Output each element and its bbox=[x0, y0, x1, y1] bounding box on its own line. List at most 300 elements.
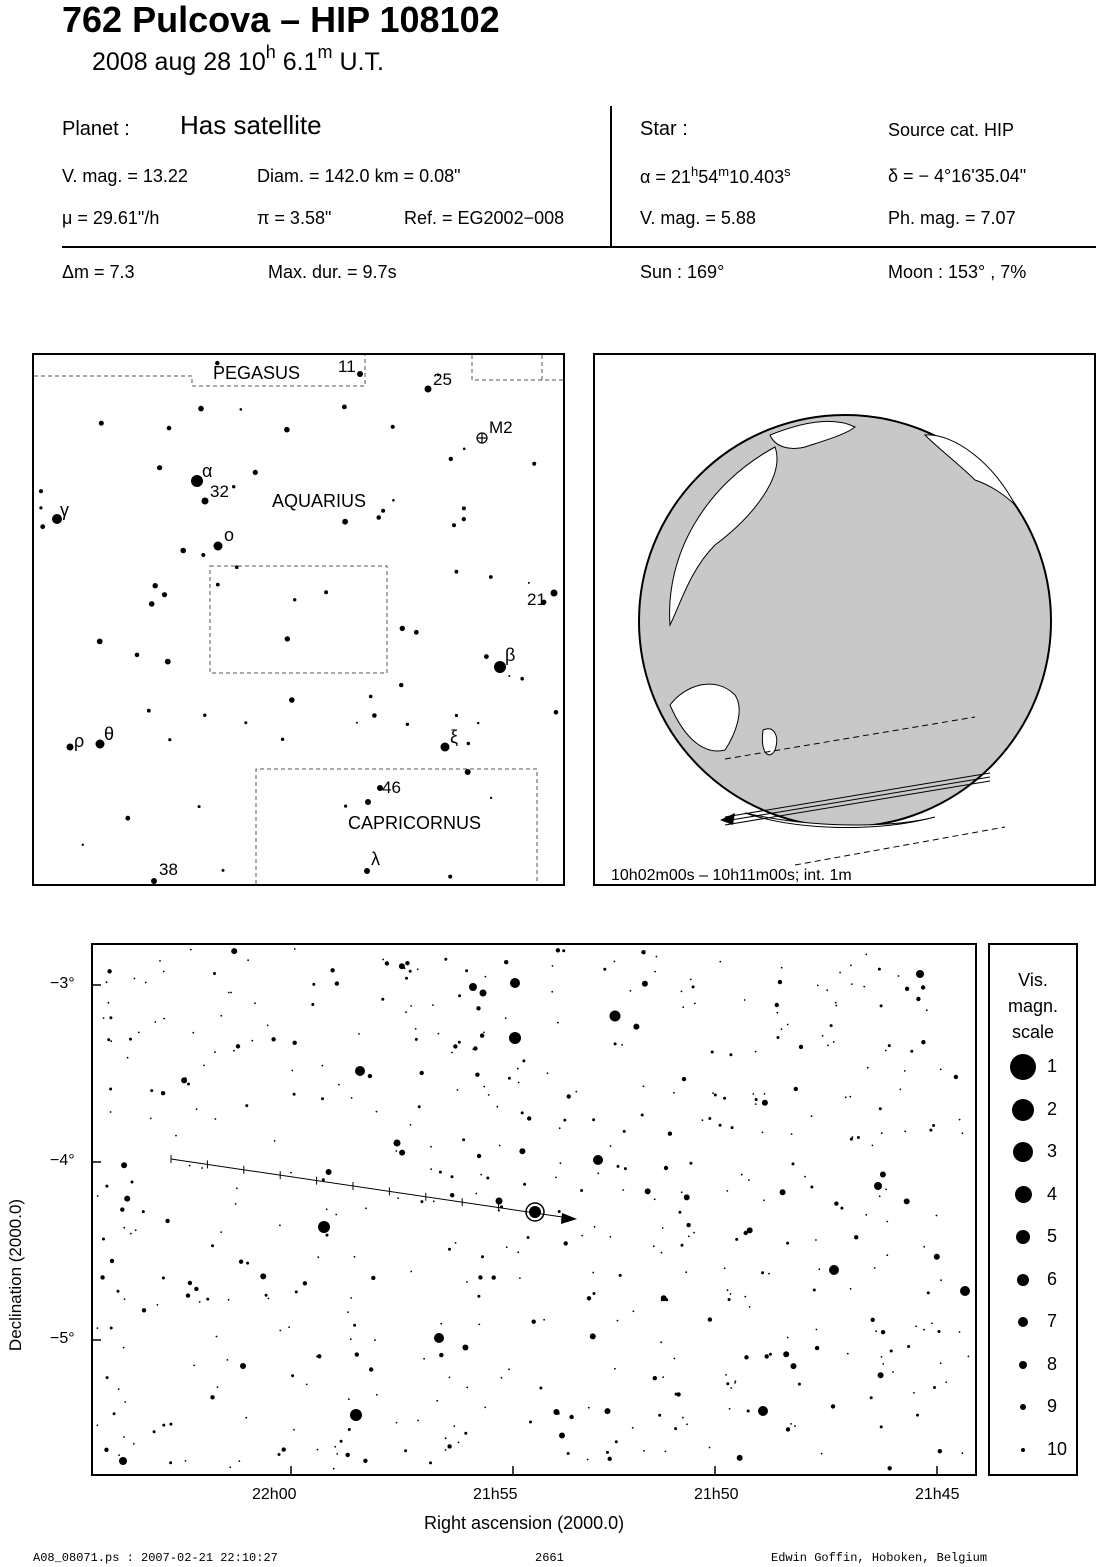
chart-star bbox=[385, 961, 389, 965]
planet-vmag: V. mag. = 13.22 bbox=[62, 166, 188, 186]
chart-star bbox=[923, 1246, 925, 1248]
chart-star bbox=[813, 1289, 816, 1292]
chart-star bbox=[662, 1376, 664, 1378]
chart-star bbox=[353, 1324, 356, 1327]
chart-star bbox=[216, 1336, 218, 1338]
legend-label-mag-8: 8 bbox=[1047, 1353, 1058, 1374]
chart-star bbox=[445, 1449, 447, 1451]
chart-star bbox=[658, 1414, 661, 1417]
chart-star bbox=[108, 1002, 110, 1004]
chart-star bbox=[326, 1234, 329, 1237]
chart-star bbox=[755, 1098, 758, 1101]
finder-star bbox=[168, 738, 171, 741]
chart-star bbox=[477, 1154, 481, 1158]
star-label-gamma: γ bbox=[60, 500, 69, 520]
constellation-capricornus: CAPRICORNUS bbox=[348, 813, 482, 833]
chart-star bbox=[624, 1167, 627, 1170]
chart-star bbox=[933, 1386, 936, 1389]
chart-star bbox=[668, 1132, 672, 1136]
chart-star bbox=[369, 1367, 373, 1371]
chart-star bbox=[854, 1235, 858, 1239]
chart-star bbox=[849, 1096, 851, 1098]
chart-star bbox=[376, 1394, 378, 1396]
finder-chart bbox=[32, 353, 565, 886]
chart-star bbox=[661, 1300, 663, 1302]
chart-star bbox=[447, 1444, 451, 1448]
chart-star bbox=[271, 1037, 275, 1041]
finder-star bbox=[484, 654, 489, 659]
finder-star bbox=[147, 709, 151, 713]
chart-star bbox=[587, 1459, 589, 1461]
chart-star bbox=[748, 1179, 750, 1181]
chart-star bbox=[905, 987, 909, 991]
legend-dot-mag-4 bbox=[1015, 1186, 1032, 1203]
chart-star bbox=[153, 1430, 156, 1433]
chart-star bbox=[761, 1271, 764, 1274]
chart-star bbox=[350, 1297, 352, 1299]
planet-parallax: π = 3.58" bbox=[257, 208, 332, 228]
chart-star bbox=[405, 1011, 407, 1013]
chart-star bbox=[881, 1356, 883, 1358]
chart-star bbox=[791, 1363, 797, 1369]
legend-label-mag-10: 10 bbox=[1047, 1438, 1068, 1459]
chart-star bbox=[686, 1223, 690, 1227]
chart-star bbox=[415, 1038, 418, 1041]
chart-star bbox=[129, 1038, 132, 1041]
chart-star bbox=[685, 1271, 687, 1273]
chart-star bbox=[501, 1377, 503, 1379]
chart-star bbox=[653, 1245, 655, 1247]
chart-star bbox=[396, 1422, 398, 1424]
chart-star bbox=[138, 1032, 140, 1034]
chart-star bbox=[220, 1231, 222, 1233]
footer-author: Edwin Goffin, Hoboken, Belgium bbox=[771, 1551, 988, 1565]
chart-star bbox=[306, 1384, 308, 1386]
chart-star bbox=[475, 1073, 479, 1077]
chart-star bbox=[376, 1111, 378, 1113]
legend-label-mag-3: 3 bbox=[1047, 1141, 1058, 1161]
chart-star bbox=[575, 1091, 577, 1093]
legend-label-mag-6: 6 bbox=[1047, 1268, 1058, 1289]
chart-star bbox=[350, 1409, 362, 1421]
chart-star bbox=[747, 1227, 753, 1233]
chart-star bbox=[810, 1186, 813, 1189]
chart-star bbox=[103, 1017, 105, 1019]
finder-star bbox=[400, 626, 405, 631]
chart-star bbox=[931, 1322, 933, 1324]
finder-star bbox=[203, 714, 206, 717]
chart-star bbox=[365, 1207, 367, 1209]
finder-star bbox=[391, 425, 395, 429]
chart-star bbox=[519, 1277, 521, 1279]
legend-dot-mag-5 bbox=[1016, 1230, 1030, 1244]
chart-star bbox=[486, 1177, 489, 1180]
chart-star bbox=[326, 1208, 328, 1210]
chart-star bbox=[335, 1214, 337, 1216]
chart-star bbox=[547, 1072, 549, 1074]
legend-title: Vis. magn. scale bbox=[1007, 970, 1059, 1042]
legend-dot-mag-3 bbox=[1013, 1142, 1033, 1162]
chart-star bbox=[755, 1103, 757, 1105]
chart-star bbox=[239, 1260, 243, 1264]
chart-star bbox=[723, 1097, 726, 1100]
asteroid-path bbox=[171, 1155, 569, 1218]
chart-star bbox=[581, 1235, 583, 1237]
chart-star bbox=[850, 965, 852, 967]
chart-star bbox=[268, 1298, 270, 1300]
chart-star bbox=[681, 991, 683, 993]
chart-star bbox=[368, 1074, 372, 1078]
chart-star bbox=[278, 1453, 281, 1456]
chart-star bbox=[729, 1053, 732, 1056]
chart-star bbox=[874, 1267, 876, 1269]
chart-star bbox=[124, 1298, 126, 1300]
legend-dot-mag-6 bbox=[1017, 1274, 1029, 1286]
finder-star bbox=[441, 743, 450, 752]
y-tick-minus5: −5° bbox=[50, 1330, 75, 1347]
chart-star bbox=[588, 1407, 590, 1409]
chart-star bbox=[730, 1293, 732, 1295]
legend-label-mag-9: 9 bbox=[1047, 1396, 1058, 1416]
chart-star bbox=[562, 949, 565, 952]
chart-star bbox=[852, 1136, 854, 1138]
chart-star bbox=[187, 1083, 190, 1086]
chart-star bbox=[761, 1413, 764, 1416]
chart-star bbox=[105, 1185, 108, 1188]
chart-star bbox=[567, 1452, 570, 1455]
chart-star bbox=[790, 1423, 792, 1425]
chart-star bbox=[874, 1182, 882, 1190]
chart-star bbox=[934, 1254, 940, 1260]
star-label-theta: θ bbox=[104, 724, 115, 744]
chart-star bbox=[916, 997, 920, 1001]
finder-star bbox=[490, 797, 492, 799]
finder-star bbox=[284, 427, 290, 433]
chart-star bbox=[665, 1298, 668, 1301]
chart-star bbox=[674, 1427, 677, 1430]
chart-star bbox=[473, 1046, 477, 1050]
chart-star bbox=[246, 1262, 249, 1265]
chart-star bbox=[294, 948, 296, 950]
chart-star bbox=[830, 1024, 833, 1027]
chart-star bbox=[714, 1094, 717, 1097]
chart-star bbox=[724, 1267, 726, 1269]
chart-star bbox=[527, 1116, 531, 1120]
header-divider-horizontal bbox=[62, 246, 1096, 248]
chart-star bbox=[674, 1358, 676, 1360]
finder-star bbox=[452, 523, 456, 527]
chart-star bbox=[123, 1227, 125, 1229]
chart-star bbox=[374, 1339, 376, 1341]
chart-star bbox=[863, 986, 865, 988]
chart-star bbox=[821, 1453, 823, 1455]
chart-star bbox=[466, 1387, 468, 1389]
chart-star bbox=[791, 1133, 793, 1135]
chart-star bbox=[523, 1183, 526, 1186]
chart-star bbox=[194, 1287, 198, 1291]
chart-star bbox=[630, 990, 632, 992]
chart-star bbox=[509, 1032, 521, 1044]
chart-star bbox=[104, 1448, 108, 1452]
chart-star bbox=[279, 1224, 281, 1226]
chart-star bbox=[829, 1265, 839, 1275]
chart-star bbox=[279, 1330, 281, 1332]
chart-star bbox=[865, 954, 867, 956]
x-tick-21h55: 21h55 bbox=[473, 1486, 518, 1503]
chart-star bbox=[483, 1032, 485, 1034]
chart-star bbox=[968, 1356, 970, 1358]
chart-star bbox=[923, 1329, 925, 1331]
finder-star bbox=[253, 470, 258, 475]
finder-star bbox=[151, 878, 157, 884]
star-label-xi: ξ bbox=[450, 727, 459, 747]
chart-star bbox=[614, 961, 616, 963]
chart-star bbox=[457, 1089, 459, 1091]
track-arrow-icon bbox=[720, 813, 735, 825]
chart-star bbox=[415, 1028, 417, 1030]
chart-star bbox=[557, 1412, 560, 1415]
chart-star bbox=[477, 1295, 480, 1298]
chart-star bbox=[508, 1077, 511, 1080]
chart-star bbox=[879, 1195, 881, 1197]
chart-star bbox=[815, 1346, 819, 1350]
chart-star bbox=[230, 992, 232, 994]
chart-star bbox=[833, 1041, 835, 1043]
target-star bbox=[529, 1206, 541, 1218]
chart-star bbox=[260, 1273, 266, 1279]
chart-star bbox=[124, 1196, 130, 1202]
chart-star bbox=[831, 1404, 835, 1408]
star-label-21: 21 bbox=[527, 590, 546, 609]
chart-star bbox=[201, 1167, 203, 1169]
chart-star bbox=[245, 1417, 247, 1419]
chart-star bbox=[449, 1377, 451, 1379]
finder-star bbox=[528, 582, 530, 584]
chart-star bbox=[135, 1229, 137, 1231]
chart-star bbox=[532, 1320, 536, 1324]
chart-star bbox=[333, 1468, 335, 1470]
chart-star bbox=[769, 1353, 772, 1356]
star-chart bbox=[91, 943, 977, 1476]
chart-star bbox=[778, 980, 782, 984]
chart-star bbox=[593, 1155, 603, 1165]
chart-star bbox=[614, 1368, 616, 1370]
chart-star bbox=[690, 979, 692, 981]
chart-star bbox=[295, 1290, 298, 1293]
chart-star bbox=[476, 1006, 480, 1010]
chart-star bbox=[150, 1089, 153, 1092]
star-label-rho: ρ bbox=[74, 731, 85, 751]
chart-star bbox=[282, 1447, 286, 1451]
finder-star bbox=[520, 677, 524, 681]
chart-star bbox=[673, 1092, 675, 1094]
moon-info: Moon : 153° , 7% bbox=[888, 262, 1027, 282]
chart-star bbox=[404, 1449, 407, 1452]
chart-star bbox=[904, 1070, 906, 1072]
chart-star bbox=[719, 1124, 722, 1127]
chart-star bbox=[472, 1048, 474, 1050]
chart-star bbox=[845, 1096, 847, 1098]
chart-star bbox=[962, 1132, 964, 1134]
chart-star bbox=[885, 1189, 887, 1191]
chart-star bbox=[875, 1330, 877, 1332]
finder-star bbox=[153, 583, 158, 588]
chart-star bbox=[433, 1200, 435, 1202]
chart-star bbox=[881, 1132, 883, 1134]
chart-star bbox=[926, 1009, 928, 1011]
chart-star bbox=[439, 1353, 443, 1357]
chart-star bbox=[619, 1274, 622, 1277]
chart-star bbox=[900, 1089, 902, 1091]
chart-star bbox=[653, 1376, 657, 1380]
chart-star bbox=[484, 1407, 486, 1409]
chart-star bbox=[728, 1298, 731, 1301]
chart-star bbox=[436, 1400, 438, 1402]
finder-star bbox=[198, 406, 204, 412]
chart-star bbox=[163, 971, 165, 973]
chart-star bbox=[97, 1327, 99, 1329]
chart-star bbox=[190, 949, 192, 951]
chart-star bbox=[127, 1057, 129, 1059]
chart-star bbox=[410, 1271, 412, 1273]
chart-star bbox=[346, 1453, 350, 1457]
chart-star bbox=[203, 1065, 205, 1067]
chart-star bbox=[592, 1118, 595, 1121]
chart-star bbox=[552, 965, 554, 967]
chart-star bbox=[731, 1126, 734, 1129]
chart-star bbox=[293, 1429, 295, 1431]
chart-star bbox=[539, 1387, 542, 1390]
chart-star bbox=[162, 1424, 165, 1427]
chart-star bbox=[783, 1351, 789, 1357]
finder-star bbox=[392, 499, 395, 502]
chart-star bbox=[464, 1432, 467, 1435]
chart-star bbox=[227, 1359, 229, 1361]
chart-star bbox=[458, 994, 461, 997]
cluster-m2-icon bbox=[477, 433, 487, 443]
finder-star bbox=[135, 653, 140, 658]
finder-star bbox=[372, 713, 377, 718]
chart-star bbox=[251, 1040, 253, 1042]
star-chart-svg bbox=[93, 945, 975, 1474]
chart-star bbox=[455, 1242, 457, 1244]
chart-star bbox=[587, 1296, 591, 1300]
star-vmag: V. mag. = 5.88 bbox=[640, 208, 756, 228]
chart-star bbox=[960, 1286, 970, 1296]
star-label-omicron: o bbox=[224, 525, 235, 545]
finder-star bbox=[157, 465, 162, 470]
finder-star bbox=[455, 714, 458, 717]
chart-star bbox=[485, 976, 487, 978]
chart-star bbox=[641, 1114, 644, 1117]
chart-star bbox=[879, 1107, 882, 1110]
chart-star bbox=[382, 959, 384, 961]
constellation-aquarius: AQUARIUS bbox=[272, 491, 367, 511]
finder-star bbox=[449, 457, 453, 461]
chart-star bbox=[496, 1106, 498, 1108]
chart-star bbox=[321, 1097, 324, 1100]
chart-star bbox=[755, 1051, 757, 1053]
chart-star bbox=[478, 1324, 480, 1326]
chart-star bbox=[881, 1330, 885, 1334]
magnitude-drop: Δm = 7.3 bbox=[62, 262, 135, 282]
chart-star bbox=[199, 1301, 201, 1303]
chart-star bbox=[569, 1415, 573, 1419]
finder-star bbox=[369, 695, 373, 699]
chart-star bbox=[150, 1118, 152, 1120]
chart-star bbox=[210, 1395, 214, 1399]
chart-star bbox=[940, 1069, 942, 1071]
chart-star bbox=[888, 1466, 892, 1470]
chart-star bbox=[927, 1291, 930, 1294]
chart-star bbox=[371, 1276, 375, 1280]
chart-star bbox=[432, 1004, 434, 1006]
chart-star bbox=[430, 1168, 432, 1170]
chart-star bbox=[686, 1423, 688, 1425]
star-right-ascension: $\alpha = 21^h54^m10.403^s$ bbox=[640, 164, 791, 187]
chart-star bbox=[645, 1188, 651, 1194]
chart-star bbox=[559, 1433, 565, 1439]
chart-star bbox=[954, 1075, 958, 1079]
chart-star bbox=[559, 1127, 561, 1129]
chart-star bbox=[916, 1414, 919, 1417]
finder-star bbox=[414, 630, 419, 635]
y-axis-label: Declination (2000.0) bbox=[6, 1198, 25, 1352]
chart-star bbox=[211, 1244, 214, 1247]
chart-star bbox=[768, 1273, 770, 1275]
chart-star bbox=[186, 1293, 190, 1297]
finder-star bbox=[235, 565, 239, 569]
finder-star bbox=[551, 590, 558, 597]
chart-star bbox=[118, 1454, 120, 1456]
chart-star bbox=[709, 1447, 711, 1449]
chart-star bbox=[429, 1461, 432, 1464]
chart-star bbox=[236, 1044, 240, 1048]
chart-star bbox=[603, 968, 606, 971]
chart-star bbox=[727, 1289, 729, 1291]
chart-star bbox=[811, 1115, 813, 1117]
chart-star bbox=[405, 977, 408, 980]
chart-star bbox=[163, 1018, 165, 1020]
chart-star bbox=[110, 1040, 112, 1042]
chart-star bbox=[835, 1005, 837, 1007]
chart-star bbox=[622, 1189, 624, 1191]
globe-panel bbox=[593, 353, 1096, 886]
chart-star bbox=[643, 1450, 645, 1452]
finder-star bbox=[222, 869, 225, 872]
chart-star bbox=[776, 1012, 778, 1014]
chart-star bbox=[288, 1326, 290, 1328]
chart-star bbox=[617, 1320, 619, 1322]
chart-star bbox=[480, 1033, 484, 1037]
finder-star bbox=[399, 683, 403, 687]
chart-star bbox=[462, 1345, 468, 1351]
chart-star bbox=[181, 1077, 187, 1083]
chart-star bbox=[410, 1124, 412, 1126]
chart-star bbox=[735, 1380, 737, 1382]
chart-star bbox=[291, 1374, 294, 1377]
finder-star bbox=[467, 742, 470, 745]
x-tick-21h45: 21h45 bbox=[915, 1486, 960, 1503]
chart-star bbox=[850, 1288, 852, 1290]
chart-star bbox=[110, 1111, 112, 1113]
chart-star bbox=[665, 1451, 667, 1453]
star-label-46: 46 bbox=[382, 778, 401, 797]
chart-star bbox=[439, 1171, 442, 1174]
chart-star bbox=[159, 960, 161, 962]
y-tick-minus3: −3° bbox=[50, 975, 75, 992]
finder-star bbox=[281, 738, 284, 741]
